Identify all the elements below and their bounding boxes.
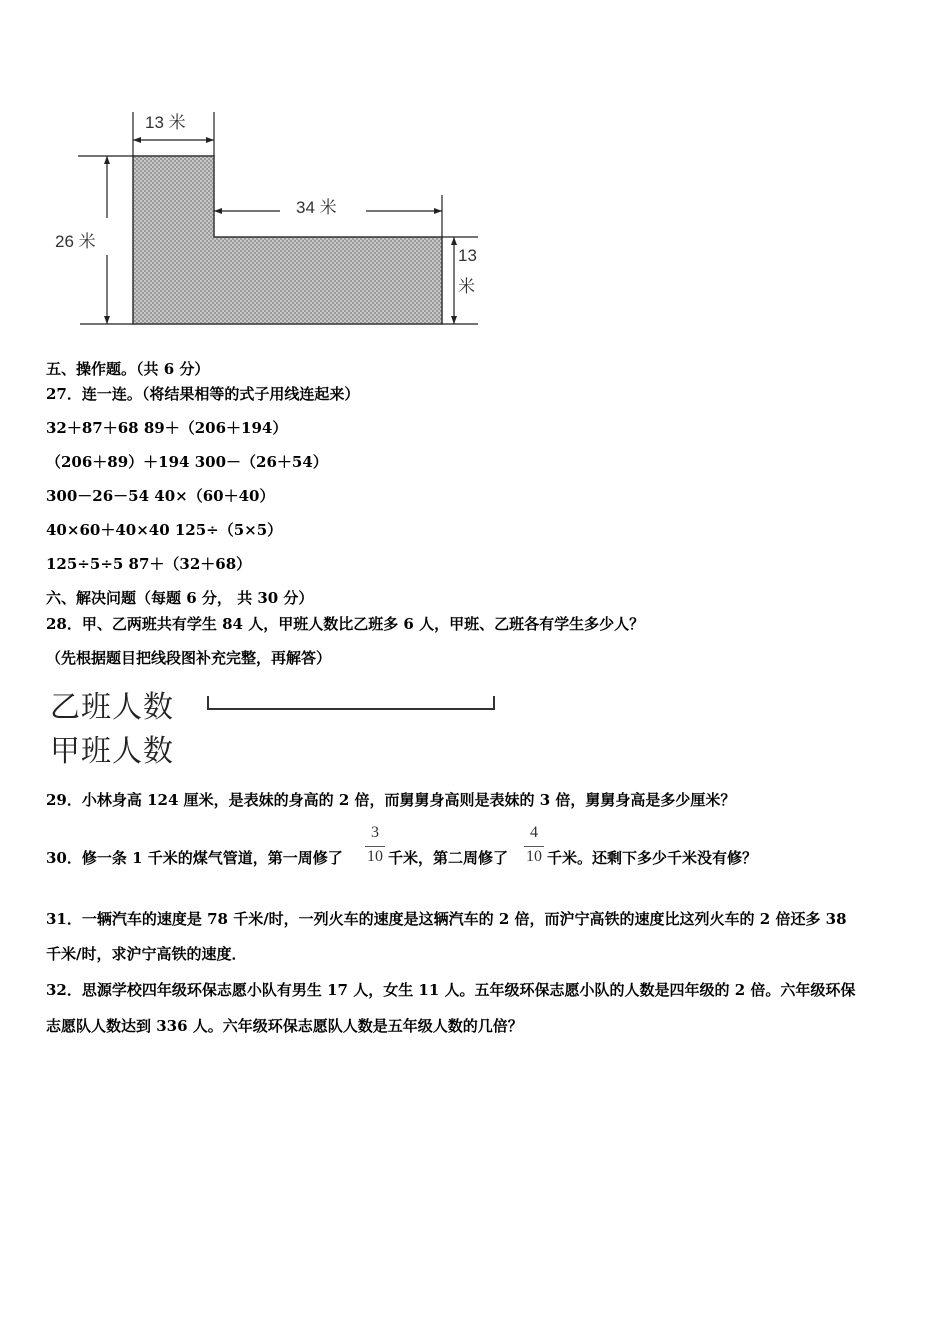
question-31-line2: 千米/时，求沪宁高铁的速度． — [46, 945, 247, 963]
dim-top-label: 13 米 — [145, 113, 186, 132]
question-27: 27．连一连。（将结果相等的式子用线连起来） — [46, 385, 360, 403]
question-31-line1: 31．一辆汽车的速度是 78 千米/时，一列火车的速度是这辆汽车的 2 倍，而沪宁高铁的速度比这列火车的 2 倍还多 38 — [46, 910, 847, 928]
section6-heading: 六、解决问题（每题 6 分， 共 30 分） — [46, 589, 314, 607]
shaded-l-region — [133, 156, 442, 324]
q30-fraction1-denominator: 10 — [367, 848, 383, 865]
question-29: 29．小林身高 124 厘米，是表妹的身高的 2 倍，而舅舅身高则是表妹的 3 倍，舅舅身高是多少厘米？ — [46, 791, 736, 809]
question-28: 28．甲、乙两班共有学生 84 人，甲班人数比乙班多 6 人，甲班、乙班各有学生多少人？ — [46, 615, 645, 633]
class-a-label: 甲班人数 — [50, 734, 174, 769]
class-b-segment — [204, 692, 504, 722]
dim-inner-label: 34 米 — [296, 198, 337, 217]
match-row-2: （206＋89）＋194 300－（26＋54） — [46, 453, 328, 471]
question-32-line2: 志愿队人数达到 336 人。六年级环保志愿队人数是五年级人数的几倍？ — [46, 1017, 523, 1035]
dim-left-label: 26 米 — [55, 232, 96, 251]
segment-diagram — [46, 680, 508, 768]
question-30-part1: 30．修一条 1 千米的煤气管道，第一周修了 — [46, 849, 343, 867]
q30-fraction2-numerator: 4 — [530, 824, 538, 841]
section5-heading: 五、操作题。（共 6 分） — [46, 360, 210, 378]
match-row-5: 125÷5÷5 87＋（32＋68） — [46, 555, 252, 573]
match-row-1: 32＋87＋68 89＋（206＋194） — [46, 419, 288, 437]
class-b-label: 乙班人数 — [50, 690, 174, 725]
q30-fraction1-bar — [365, 846, 385, 847]
question-30-part3: 千米。还剩下多少千米没有修？ — [547, 849, 758, 867]
question-30-part2: 千米，第二周修了 — [388, 849, 509, 867]
match-row-3: 300－26－54 40×（60＋40） — [46, 487, 275, 505]
q30-fraction2-denominator: 10 — [526, 848, 542, 865]
question-28-note: （先根据题目把线段图补充完整，再解答） — [46, 649, 332, 667]
dim-right-number: 13 — [458, 246, 477, 265]
q30-fraction2-bar — [524, 846, 544, 847]
question-32-line1: 32．思源学校四年级环保志愿小队有男生 17 人，女生 11 人。五年级环保志愿小队的人数是四年级的 2 倍。六年级环保 — [46, 981, 856, 999]
match-row-4: 40×60＋40×40 125÷（5×5） — [46, 521, 283, 539]
l-shape-figure — [0, 0, 950, 345]
dim-right-unit: 米 — [458, 277, 475, 296]
q30-fraction1-numerator: 3 — [371, 824, 379, 841]
